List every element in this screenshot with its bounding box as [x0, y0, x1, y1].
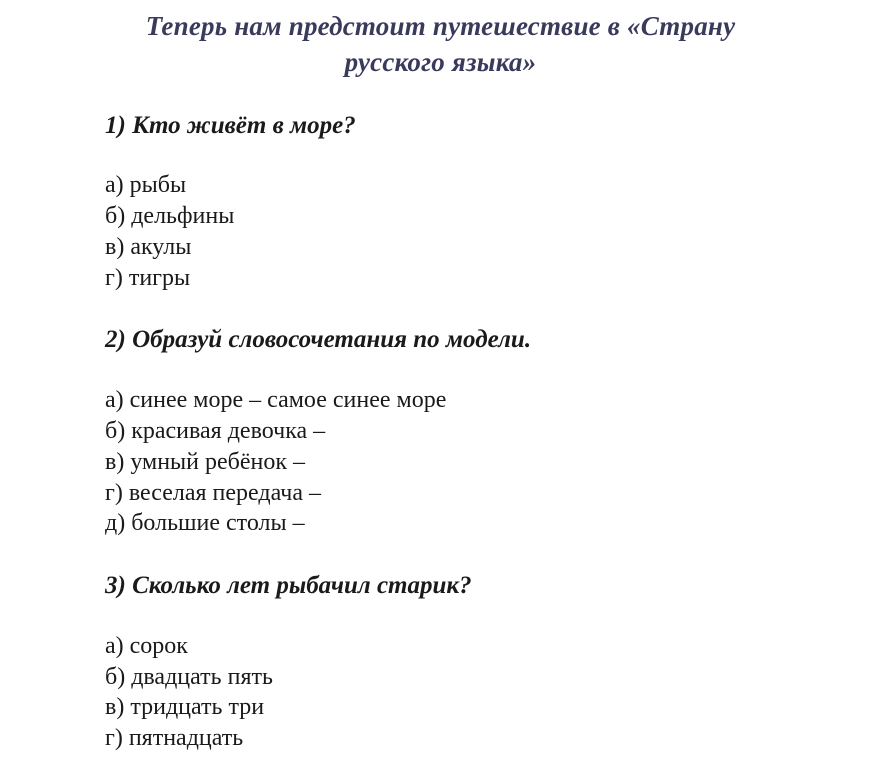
question-1-option-a: а) рыбы	[105, 172, 187, 198]
question-2-option-a: а) синее море – самое синее море	[105, 387, 447, 413]
heading-line-1: Теперь нам предстоит путешествие в «Страну	[145, 11, 736, 41]
question-1-title: 1) Кто живёт в море?	[105, 112, 356, 139]
question-3-option-d: г) пятнадцать	[105, 725, 244, 751]
question-2-option-d: г) веселая передача –	[105, 480, 321, 506]
question-3-option-a: а) сорок	[105, 633, 188, 659]
question-1-option-c: в) акулы	[105, 234, 192, 260]
question-2-option-e: д) большие столы –	[105, 510, 305, 536]
question-3-option-c: в) тридцать три	[105, 694, 265, 720]
question-3-option-b: б) двадцать пять	[105, 664, 273, 690]
question-2-option-b: б) красивая девочка –	[105, 418, 326, 444]
question-3-title: 3) Сколько лет рыбачил старик?	[105, 572, 472, 599]
question-2-option-c: в) умный ребёнок –	[105, 449, 306, 475]
question-1-option-b: б) дельфины	[105, 203, 235, 229]
heading-line-2: русского языка»	[344, 47, 537, 77]
question-1-option-d: г) тигры	[105, 265, 191, 291]
question-2-title: 2) Образуй словосочетания по модели.	[105, 326, 532, 353]
